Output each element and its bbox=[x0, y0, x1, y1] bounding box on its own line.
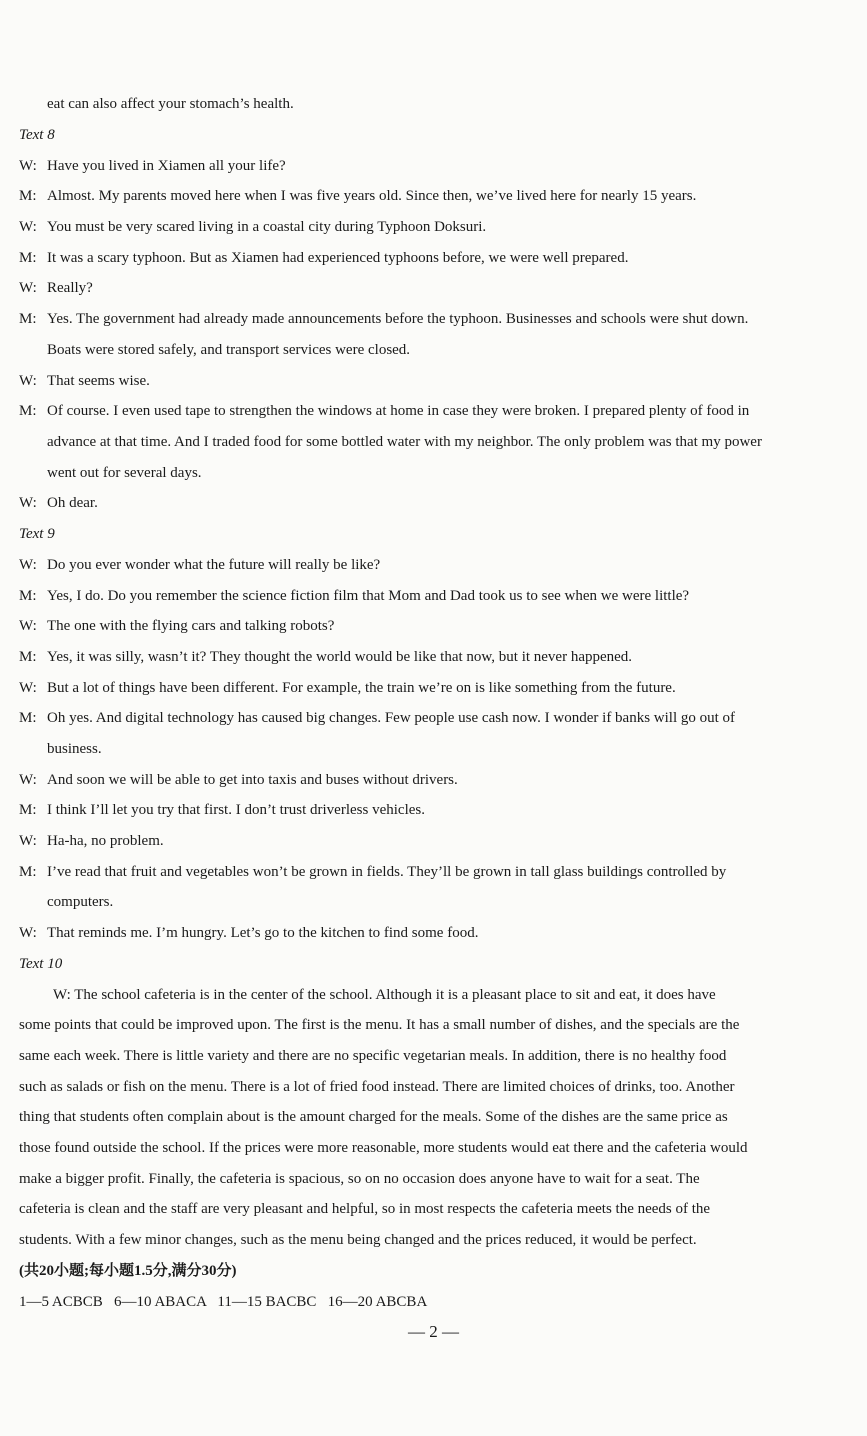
utterance: Do you ever wonder what the future will really be like? bbox=[47, 557, 381, 573]
dialogue-continuation: business. bbox=[47, 741, 102, 757]
dialogue-continuation: advance at that time. And I traded food for some bottled water with my neighbor. The only problem was that my power bbox=[47, 434, 762, 450]
dialogue-line bbox=[19, 769, 848, 791]
speaker: W: bbox=[19, 373, 37, 389]
speaker: M: bbox=[19, 802, 37, 818]
speaker: M: bbox=[19, 864, 37, 880]
utterance: Oh yes. And digital technology has caused big changes. Few people use cash now. I wonder if banks will go out of bbox=[47, 710, 736, 726]
dialogue-line bbox=[19, 370, 848, 392]
utterance: That reminds me. I’m hungry. Let’s go to the kitchen to find some food. bbox=[47, 925, 479, 941]
utterance: Really? bbox=[47, 280, 93, 296]
utterance: I’ve read that fruit and vegetables won’t be grown in fields. They’ll be grown in tall glass buildings controlled by bbox=[47, 864, 727, 880]
utterance: And soon we will be able to get into taxis and buses without drivers. bbox=[47, 772, 458, 788]
dialogue-line bbox=[19, 216, 848, 238]
dialogue-line bbox=[19, 585, 848, 607]
speaker: M: bbox=[19, 649, 37, 665]
dialogue-line bbox=[19, 615, 848, 637]
speaker: W: bbox=[19, 280, 37, 296]
utterance: Almost. My parents moved here when I was five years old. Since then, we’ve lived here for nearly 15 years. bbox=[47, 188, 697, 204]
dialogue-line bbox=[19, 830, 848, 852]
monologue-line: same each week. There is little variety and there are no specific vegetarian meals. In addition, there is no healthy food bbox=[19, 1048, 727, 1064]
monologue-line: cafeteria is clean and the staff are very pleasant and helpful, so in most respects the cafeteria meets the needs of the bbox=[19, 1201, 711, 1217]
speaker: W: bbox=[19, 557, 37, 573]
utterance: Yes. The government had already made announcements before the typhoon. Businesses and schools were shut down. bbox=[47, 311, 749, 327]
dialogue-line bbox=[19, 247, 848, 269]
speaker: W: bbox=[19, 618, 37, 634]
utterance: Of course. I even used tape to strengthen the windows at home in case they were broken. I prepared plenty of food in bbox=[47, 403, 750, 419]
speaker: M: bbox=[19, 403, 37, 419]
dialogue-continuation: computers. bbox=[47, 894, 114, 910]
dialogue-line bbox=[19, 185, 848, 207]
speaker: M: bbox=[19, 188, 37, 204]
utterance: It was a scary typhoon. But as Xiamen had experienced typhoons before, we were well prepared. bbox=[47, 250, 629, 266]
utterance: Have you lived in Xiamen all your life? bbox=[47, 158, 286, 174]
dialogue-line bbox=[19, 922, 848, 944]
dialogue-line bbox=[19, 646, 848, 668]
speaker: W: bbox=[19, 680, 37, 696]
dialogue-line bbox=[19, 707, 848, 729]
utterance: You must be very scared living in a coastal city during Typhoon Doksuri. bbox=[47, 219, 487, 235]
monologue-line: such as salads or fish on the menu. There is a lot of fried food instead. There are limited choices of drinks, too. Another bbox=[19, 1079, 735, 1095]
monologue-line: make a bigger profit. Finally, the cafeteria is spacious, so on no occasion does anyone have to wait for a seat. The bbox=[19, 1171, 700, 1187]
speaker: M: bbox=[19, 250, 37, 266]
dialogue-continuation: Boats were stored safely, and transport services were closed. bbox=[47, 342, 411, 358]
dialogue-line bbox=[19, 861, 848, 883]
speaker: W: bbox=[19, 219, 37, 235]
continuation-line: eat can also affect your stomach’s health. bbox=[47, 96, 294, 112]
speaker: M: bbox=[19, 710, 37, 726]
speaker: M: bbox=[19, 311, 37, 327]
dialogue-line bbox=[19, 308, 848, 330]
speaker: W: bbox=[19, 925, 37, 941]
utterance: That seems wise. bbox=[47, 373, 150, 389]
monologue-line: those found outside the school. If the prices were more reasonable, more students would eat there and the cafeteria would bbox=[19, 1140, 748, 1156]
utterance: Ha-ha, no problem. bbox=[47, 833, 164, 849]
text10-heading: Text 10 bbox=[19, 956, 63, 972]
text8-heading: Text 8 bbox=[19, 127, 55, 143]
utterance: Yes, it was silly, wasn’t it? They thought the world would be like that now, but it never happened. bbox=[47, 649, 633, 665]
dialogue-line bbox=[19, 799, 848, 821]
answer-key: 1—5 ACBCB 6—10 ABACA 11—15 BACBC 16—20 ABCBA bbox=[19, 1294, 428, 1310]
monologue-line: students. With a few minor changes, such as the menu being changed and the prices reduced, it would be perfect. bbox=[19, 1232, 697, 1248]
dialogue-line bbox=[19, 277, 848, 299]
monologue-line: thing that students often complain about is the amount charged for the meals. Some of the dishes are the same price as bbox=[19, 1109, 728, 1125]
speaker: M: bbox=[19, 588, 37, 604]
dialogue-line bbox=[19, 677, 848, 699]
page-number: — 2 — bbox=[408, 1322, 459, 1341]
text9-heading: Text 9 bbox=[19, 526, 55, 542]
speaker: W: bbox=[19, 833, 37, 849]
utterance: I think I’ll let you try that first. I don’t trust driverless vehicles. bbox=[47, 802, 425, 818]
dialogue-line bbox=[19, 400, 848, 422]
speaker: W: bbox=[19, 158, 37, 174]
utterance: The one with the flying cars and talking robots? bbox=[47, 618, 335, 634]
monologue-line: some points that could be improved upon. The first is the menu. It has a small number of dishes, and the specials are the bbox=[19, 1017, 740, 1033]
dialogue-line bbox=[19, 492, 848, 514]
utterance: But a lot of things have been different. For example, the train we’re on is like something from the future. bbox=[47, 680, 676, 696]
utterance: Yes, I do. Do you remember the science fiction film that Mom and Dad took us to see when we were little? bbox=[47, 588, 690, 604]
speaker: W: bbox=[19, 772, 37, 788]
dialogue-line bbox=[19, 155, 848, 177]
dialogue-continuation: went out for several days. bbox=[47, 465, 202, 481]
monologue-line: W: The school cafeteria is in the center of the school. Although it is a pleasant place to sit and eat, it does have bbox=[53, 987, 716, 1003]
utterance: Oh dear. bbox=[47, 495, 98, 511]
section-note: (共20小题;每小题1.5分,满分30分) bbox=[19, 1263, 237, 1279]
dialogue-line bbox=[19, 554, 848, 576]
speaker: W: bbox=[19, 495, 37, 511]
